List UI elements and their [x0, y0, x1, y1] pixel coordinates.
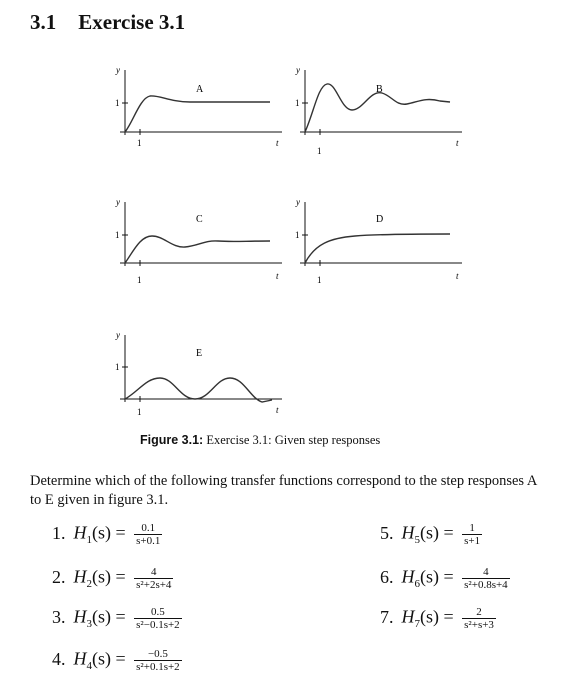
numerator: 4	[462, 566, 510, 579]
fraction	[462, 522, 482, 547]
function-name: H	[73, 566, 87, 587]
function-argument: (s) =	[420, 606, 454, 627]
fraction	[134, 566, 173, 591]
item-number: 4.	[52, 648, 66, 669]
function-subscript: 3	[86, 618, 92, 631]
denominator: s²+0.8s+4	[464, 579, 508, 591]
function-argument: (s) =	[420, 522, 454, 543]
figure-caption-label: Figure 3.1:	[140, 433, 204, 447]
t-tick-label: 1	[317, 146, 322, 156]
y-axis-label: y	[116, 330, 120, 340]
y-axis-label: y	[296, 197, 300, 207]
transfer-function-3	[52, 606, 182, 631]
response-curve-c	[125, 236, 270, 263]
figure-caption	[140, 433, 380, 448]
t-tick-label: 1	[317, 275, 322, 285]
numerator: 4	[134, 566, 173, 579]
section-title: Exercise 3.1	[78, 10, 186, 34]
unit-tick-label: 1	[115, 98, 120, 108]
figure-caption-text: Exercise 3.1: Given step responses	[206, 433, 381, 447]
function-subscript: 1	[86, 534, 92, 547]
denominator: s+0.1	[136, 535, 161, 547]
transfer-function-2	[52, 566, 173, 591]
unit-tick-label: 1	[115, 230, 120, 240]
t-axis-label: t	[276, 138, 279, 148]
function-argument: (s) =	[92, 522, 126, 543]
denominator: s²+0.1s+2	[136, 661, 180, 673]
item-number: 2.	[52, 566, 66, 587]
t-tick-label: 1	[137, 407, 142, 417]
y-axis-label: y	[116, 197, 120, 207]
response-curve-e	[125, 378, 272, 402]
item-number: 1.	[52, 522, 66, 543]
plot-a	[115, 65, 282, 148]
plot-c	[115, 197, 282, 285]
fraction	[462, 606, 496, 631]
function-argument: (s) =	[92, 648, 126, 669]
function-name: H	[73, 648, 87, 669]
plot-d	[295, 197, 462, 285]
function-argument: (s) =	[92, 566, 126, 587]
item-number: 6.	[380, 566, 394, 587]
plot-label-c: C	[196, 214, 203, 225]
denominator: s²−0.1s+2	[136, 619, 180, 631]
plot-e	[115, 330, 282, 417]
item-number: 5.	[380, 522, 394, 543]
item-number: 7.	[380, 606, 394, 627]
transfer-function-7	[380, 606, 496, 631]
function-name: H	[401, 522, 415, 543]
numerator: 0.1	[134, 522, 162, 535]
function-subscript: 2	[86, 578, 92, 591]
fraction	[134, 648, 182, 673]
numerator: 2	[462, 606, 496, 619]
numerator: 1	[462, 522, 482, 535]
numerator: −0.5	[134, 648, 182, 661]
plot-label-d: D	[376, 214, 384, 225]
plot-label-b: B	[376, 84, 383, 95]
function-name: H	[401, 566, 415, 587]
t-tick-label: 1	[137, 138, 142, 148]
y-axis-label: y	[296, 65, 300, 75]
t-axis-label: t	[456, 138, 459, 148]
transfer-function-5	[380, 522, 482, 547]
function-name: H	[401, 606, 415, 627]
response-curve-d	[305, 234, 450, 263]
item-number: 3.	[52, 606, 66, 627]
function-argument: (s) =	[420, 566, 454, 587]
plot-label-a: A	[196, 84, 204, 95]
fraction	[134, 606, 182, 631]
denominator: s²+2s+4	[136, 579, 172, 591]
response-curve-a	[125, 96, 270, 132]
t-axis-label: t	[456, 271, 459, 281]
function-name: H	[73, 522, 87, 543]
exercise-intro: Determine which of the following transfer functions correspond to the step responses A to E given in figure 3.1.	[30, 473, 537, 508]
function-argument: (s) =	[92, 606, 126, 627]
fraction	[134, 522, 162, 547]
function-subscript: 7	[414, 618, 420, 631]
fraction	[462, 566, 510, 591]
denominator: s²+s+3	[464, 619, 494, 631]
function-subscript: 4	[86, 660, 92, 673]
numerator: 0.5	[134, 606, 182, 619]
transfer-function-4	[52, 648, 182, 673]
denominator: s+1	[464, 535, 481, 547]
transfer-function-1	[52, 522, 162, 547]
t-axis-label: t	[276, 271, 279, 281]
unit-tick-label: 1	[295, 98, 300, 108]
unit-tick-label: 1	[295, 230, 300, 240]
plot-label-e: E	[196, 348, 203, 359]
section-number: 3.1	[30, 10, 57, 34]
transfer-function-6	[380, 566, 510, 591]
t-axis-label: t	[276, 405, 279, 415]
y-axis-label: y	[116, 65, 120, 75]
function-subscript: 5	[414, 534, 420, 547]
plot-b	[295, 65, 462, 156]
function-name: H	[73, 606, 87, 627]
function-subscript: 6	[414, 578, 420, 591]
unit-tick-label: 1	[115, 362, 120, 372]
t-tick-label: 1	[137, 275, 142, 285]
